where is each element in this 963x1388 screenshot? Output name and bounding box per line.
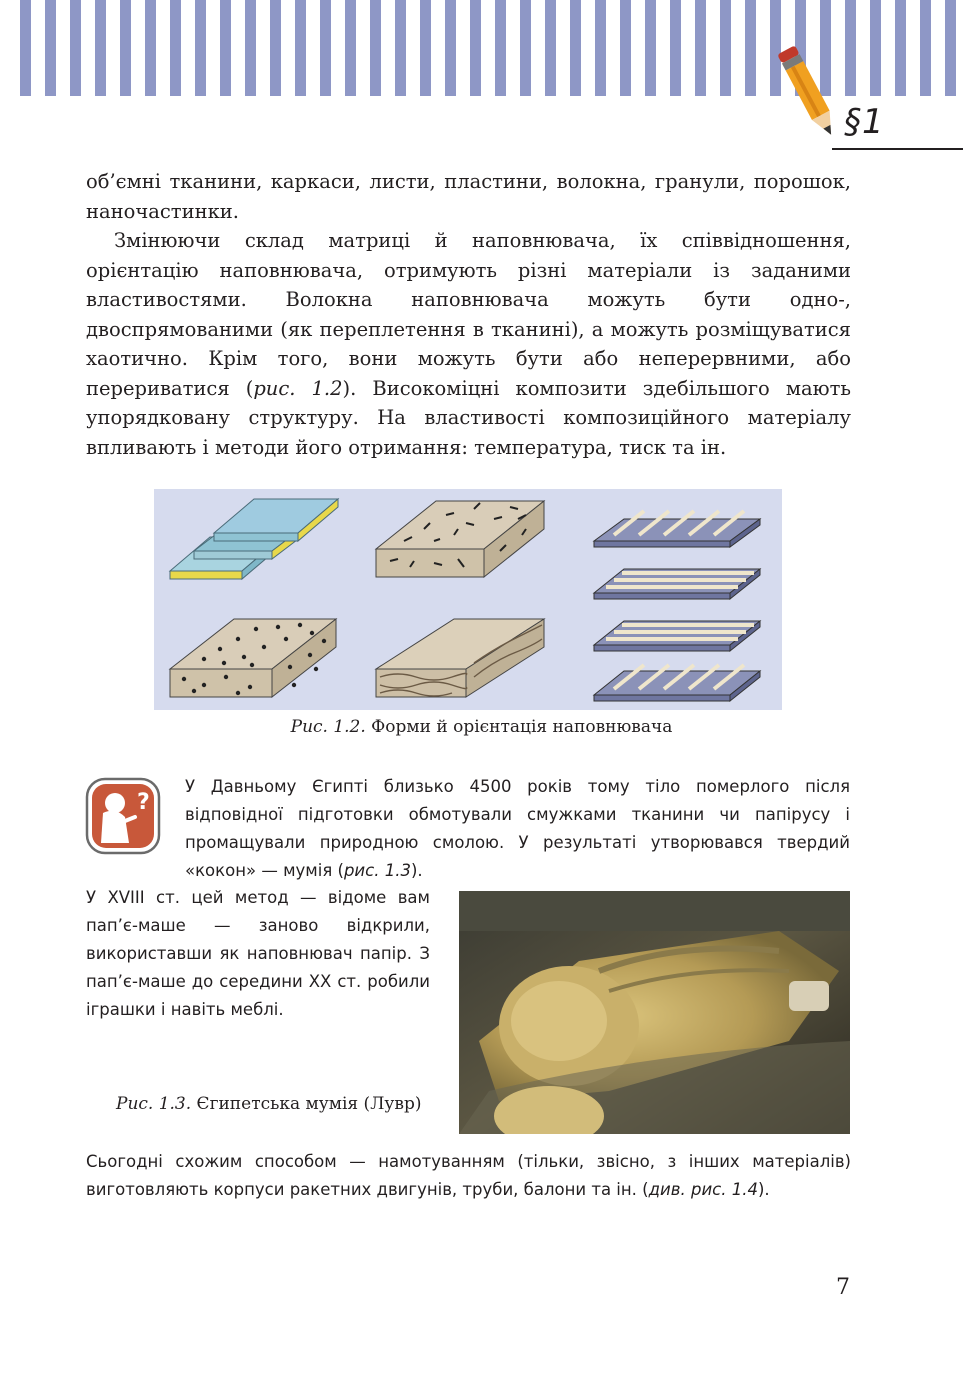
figure-1-3-caption-text: Єгипетська мумія (Лувр) xyxy=(191,1094,422,1114)
figure-1-2-caption xyxy=(0,717,963,737)
figure-1-3-caption xyxy=(116,1094,421,1114)
winding-text-part-b: ). xyxy=(757,1180,770,1199)
question-thinker-icon xyxy=(85,777,161,855)
figure-filler-forms xyxy=(154,489,782,710)
paragraph-matrix-part-a: Змінюючи склад матриці й наповнювача, їх співвідношення, орієнтацію наповнювача, отримують різні матеріали із заданими властивостями. Волокна наповнювача можуть бути одно-, двоспрямованими (як переплетення в тканині), а можуть розміщуватися хаотично. Крім того, вони можуть бути або неперервними, або перериватися ( xyxy=(86,229,851,400)
granular-block-illustration xyxy=(170,619,336,697)
figure-1-3-caption-number: Рис. 1.3. xyxy=(116,1094,192,1114)
svg-text:?: ? xyxy=(137,790,150,815)
figure-ref-1-3: рис. 1.3 xyxy=(343,861,411,880)
fabric-block-illustration xyxy=(376,619,544,697)
chopped-fiber-block-illustration xyxy=(376,501,544,577)
figure-ref-1-2: рис. 1.2 xyxy=(253,376,343,400)
info-box-text-part-b: ). xyxy=(410,861,423,880)
section-mark: §1 xyxy=(844,102,885,142)
info-box-text xyxy=(185,773,850,885)
rod-layers-illustration xyxy=(594,511,760,701)
figure-1-2-caption-number: Рис. 1.2. xyxy=(290,717,366,737)
page-number: 7 xyxy=(836,1275,850,1300)
paragraph-matrix-part-b: ). Високоміцні композити здебільшого мають упорядковану структуру. На властивості композиційного матеріалу впливають і методи його отримання: температура, тиск та ін. xyxy=(86,376,852,459)
figure-1-2-caption-text: Форми й орієнтація наповнювача xyxy=(365,717,673,737)
figure-ref-1-4: див. рис. 1.4 xyxy=(648,1180,758,1199)
winding-text-part-a: Сьогодні схожим способом — намотуванням (тільки, звісно, з інших матеріалів) виготовляють корпуси ракетних двигунів, труби, балони та ін. ( xyxy=(86,1152,851,1199)
paragraph-matrix xyxy=(86,226,851,462)
layered-laminate-illustration xyxy=(170,499,338,579)
section-underline xyxy=(832,148,963,150)
mummy-photo xyxy=(459,891,850,1134)
papier-mache-text: У XVIII ст. цей метод — відоме вам пап’є-маше — заново відкрили, використавши як наповнювач папір. З пап’є-маше до середини XX ст. робили іграшки і навіть меблі. xyxy=(86,888,430,1019)
pencil-icon xyxy=(770,40,850,150)
winding-text xyxy=(86,1148,851,1204)
paragraph-intro: об’ємні тканини, каркаси, листи, пластини, волокна, гранули, порошок, наночастинки. xyxy=(86,170,851,223)
info-box-text-part-a: У Давньому Єгипті близько 4500 років тому тіло померлого після відповідної підготовки обмотували смужками тканини чи папірусу і промащували природною смолою. У результаті утворювався твердий «кокон» — мумія ( xyxy=(185,777,850,880)
